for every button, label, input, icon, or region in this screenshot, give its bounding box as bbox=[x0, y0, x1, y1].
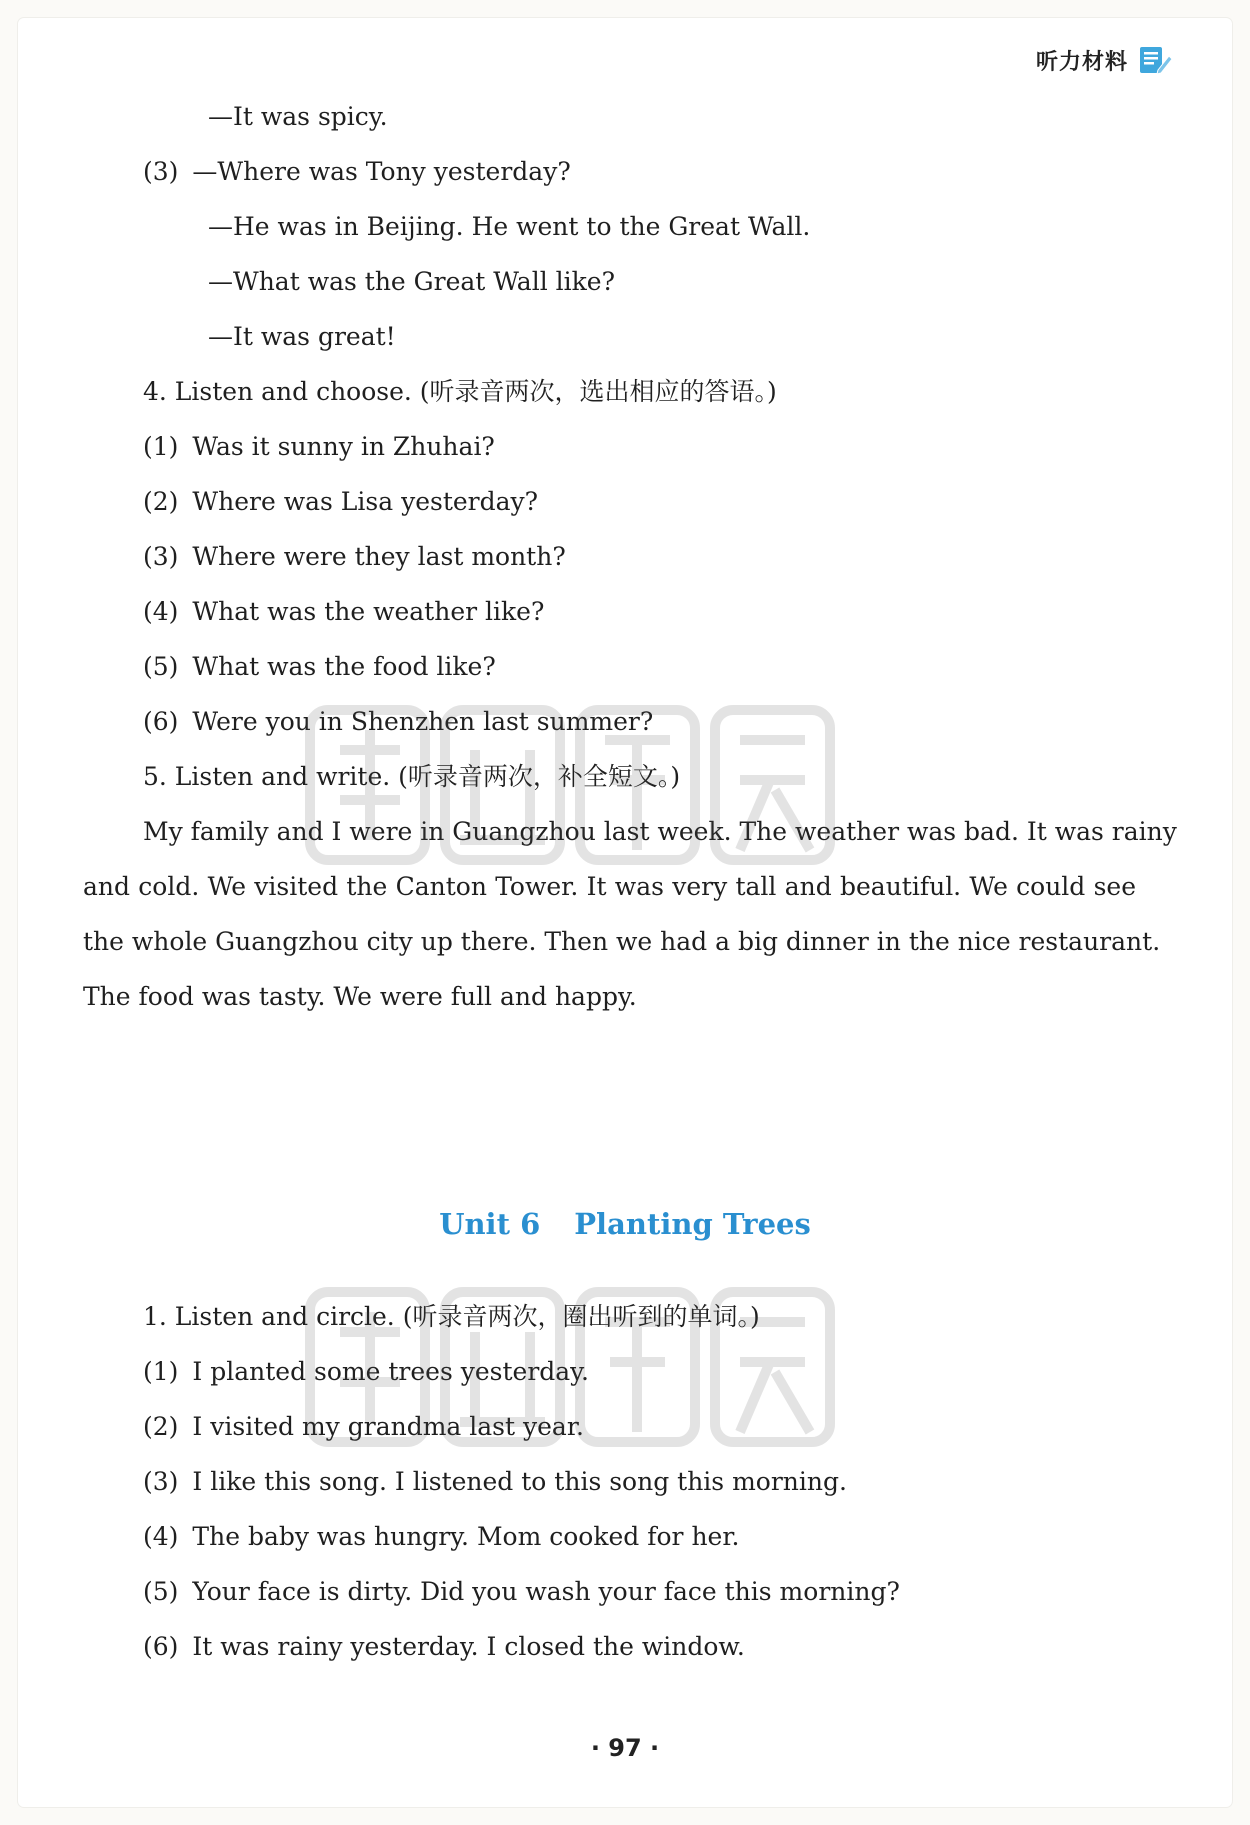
page-number: · 97 · bbox=[590, 1734, 660, 1762]
list-item bbox=[143, 1632, 745, 1662]
watermark-stamp bbox=[300, 690, 840, 880]
item-text: I planted some trees yesterday. bbox=[192, 1357, 589, 1386]
paragraph-line: My family and I were in Guangzhou last week. The weather was bad. It was rainy bbox=[143, 817, 1177, 846]
item-text: Your face is dirty. Did you wash your face this morning? bbox=[192, 1577, 900, 1606]
item-number: (6) bbox=[143, 707, 179, 736]
notebook-pencil-icon bbox=[1138, 44, 1172, 76]
item-text: It was rainy yesterday. I closed the window. bbox=[192, 1632, 745, 1661]
item-number: (3) bbox=[143, 542, 179, 571]
dialogue-line: —It was great! bbox=[208, 322, 396, 351]
item-text: Where were they last month? bbox=[192, 542, 566, 571]
item-text: I visited my grandma last year. bbox=[192, 1412, 584, 1441]
list-item bbox=[143, 597, 544, 627]
item-number: (6) bbox=[143, 1632, 179, 1661]
item-number: (1) bbox=[143, 1357, 179, 1386]
exercise-5-heading: 5. Listen and write. (听录音两次，补全短文。) bbox=[143, 762, 681, 791]
exercise-4-heading: 4. Listen and choose. (听录音两次，选出相应的答语。) bbox=[143, 377, 777, 406]
list-item bbox=[143, 652, 496, 682]
dialogue-line: —Where was Tony yesterday? bbox=[192, 157, 571, 186]
paragraph-line: The food was tasty. We were full and happy. bbox=[83, 982, 637, 1011]
header-title: 听力材料 bbox=[1035, 49, 1128, 75]
list-item bbox=[143, 1467, 847, 1497]
exercise-1-heading: 1. Listen and circle. (听录音两次，圈出听到的单词。) bbox=[143, 1302, 760, 1331]
dialogue-line: —What was the Great Wall like? bbox=[208, 267, 615, 296]
unit-label: Unit 6 bbox=[439, 1207, 541, 1241]
item-text: What was the food like? bbox=[192, 652, 496, 681]
item-text: What was the weather like? bbox=[192, 597, 545, 626]
item-number: (3) bbox=[143, 157, 179, 186]
item-text: The baby was hungry. Mom cooked for her. bbox=[192, 1522, 740, 1551]
item-number: (2) bbox=[143, 487, 179, 516]
list-item bbox=[143, 1522, 740, 1552]
dialogue-line: —It was spicy. bbox=[208, 102, 388, 131]
item-number: (3) bbox=[143, 1467, 179, 1496]
paragraph-line: the whole Guangzhou city up there. Then we had a big dinner in the nice restaurant. bbox=[83, 927, 1161, 956]
item-text: I like this song. I listened to this song this morning. bbox=[192, 1467, 847, 1496]
list-item bbox=[143, 487, 538, 517]
unit-name: Planting Trees bbox=[574, 1207, 811, 1241]
list-item bbox=[143, 542, 566, 572]
dialogue-line: —He was in Beijing. He went to the Great Wall. bbox=[208, 212, 811, 241]
item-number: (2) bbox=[143, 1412, 179, 1441]
dialogue-item-3 bbox=[143, 157, 571, 187]
item-number: (5) bbox=[143, 1577, 179, 1606]
item-text: Where was Lisa yesterday? bbox=[192, 487, 539, 516]
unit-title bbox=[0, 1207, 1250, 1241]
list-item bbox=[143, 432, 495, 462]
watermark-stamp bbox=[300, 1272, 840, 1462]
page-header bbox=[1036, 44, 1172, 76]
paragraph-line: and cold. We visited the Canton Tower. It was very tall and beautiful. We could see bbox=[83, 872, 1136, 901]
item-number: (4) bbox=[143, 1522, 179, 1551]
list-item bbox=[143, 1577, 900, 1607]
item-number: (4) bbox=[143, 597, 179, 626]
item-number: (1) bbox=[143, 432, 179, 461]
item-text: Was it sunny in Zhuhai? bbox=[192, 432, 495, 461]
item-text: Were you in Shenzhen last summer? bbox=[192, 707, 654, 736]
item-number: (5) bbox=[143, 652, 179, 681]
